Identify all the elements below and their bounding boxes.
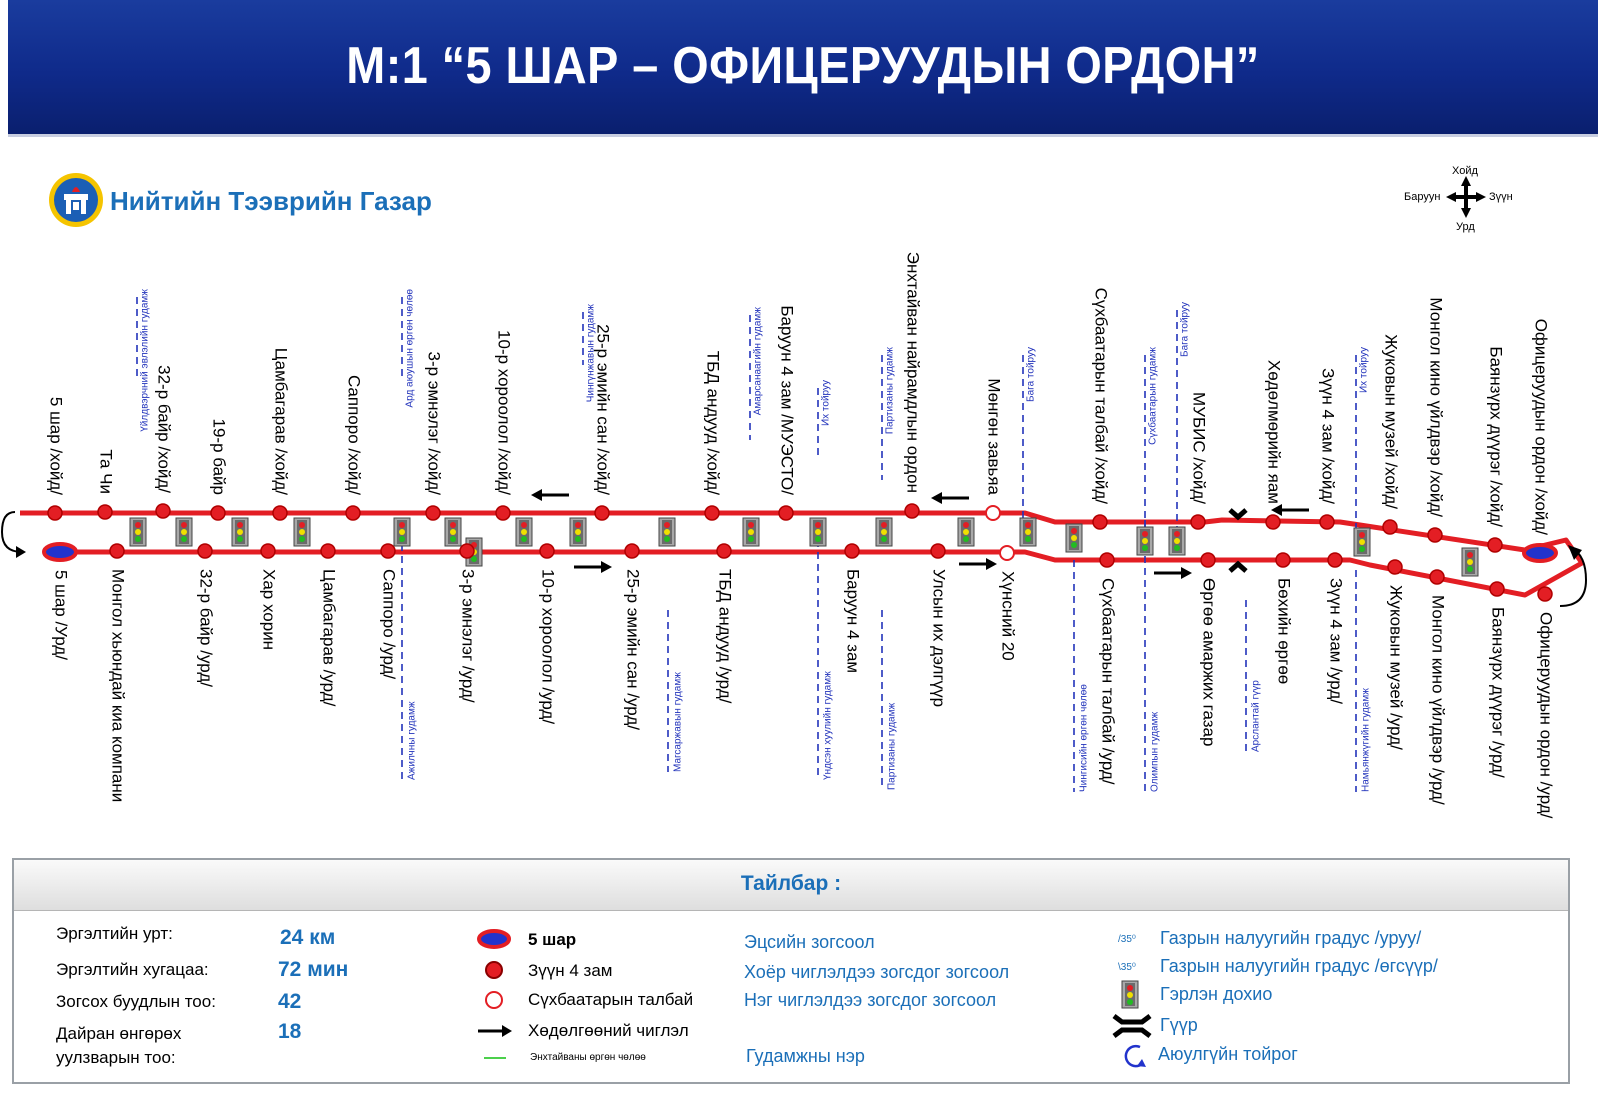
traffic-light-green [450, 536, 456, 542]
stop-marker [1490, 582, 1504, 596]
traffic-light-yellow [575, 529, 581, 535]
street-label: Арслантай гүүр [1250, 680, 1262, 752]
stop-label-south: 32-р байр /урд/ [196, 569, 216, 687]
traffic-light-green [399, 536, 405, 542]
stop-marker [1388, 560, 1402, 574]
stop-label-south: Офицеруудын ордон /урд/ [1536, 612, 1556, 819]
stop-label-north: 32-р байр /хойд/ [154, 365, 174, 493]
traffic-light-yellow [815, 529, 821, 535]
traffic-light-yellow [963, 529, 969, 535]
stat-value: 72 мин [278, 958, 349, 981]
stop-marker [1093, 515, 1107, 529]
terminal-meaning: Эцсийн зогсоол [744, 932, 875, 952]
direction-label: Хөдөлгөөний чиглэл [528, 1021, 689, 1040]
traffic-light-yellow [181, 529, 187, 535]
traffic-light-green [1071, 542, 1077, 548]
stat-label: Эргэлтийн хугацаа: [56, 960, 209, 979]
loop-arrow-west [2, 512, 22, 552]
traffic-light-red [1025, 522, 1031, 528]
slope-up-meaning: Газрын налуугийн градус /өгсүүр/ [1160, 956, 1438, 976]
one-way-meaning: Нэг чиглэлдээ зогсдог зогсоол [744, 990, 997, 1010]
traffic-light-green [881, 536, 887, 542]
traffic-light-green [135, 536, 141, 542]
stop-label-south: ТБД андууд /урд/ [715, 569, 735, 704]
stat-value: 18 [278, 1020, 302, 1043]
stop-marker [1538, 587, 1552, 601]
safety-loop-icon [1120, 1042, 1150, 1072]
stop-label-north: Саппоро /хойд/ [344, 374, 364, 495]
traffic-light-red [1359, 532, 1365, 538]
traffic-light-red [881, 522, 887, 528]
stop-label-south: 3-р эмнэлэг /урд/ [458, 569, 478, 703]
street-label: Чингүнжавын гудамж [585, 304, 597, 403]
direction-arrow-head [986, 558, 997, 570]
street-label: Ажилчны гудамж [406, 701, 418, 780]
loop-arrow-west-head [16, 546, 26, 558]
traffic-light-yellow [1174, 538, 1180, 544]
stop-label-south: Жуковын музей /урд/ [1386, 585, 1406, 750]
traffic-light-green [963, 536, 969, 542]
two-way-label: Зүүн 4 зам [528, 961, 613, 980]
stop-label-north: Офицеруудын ордон /хойд/ [1531, 318, 1551, 535]
direction-arrow-head [531, 489, 542, 501]
street-label: Ард аюушын өргөн чөлөө [404, 289, 416, 408]
stop-marker [1276, 553, 1290, 567]
traffic-light-red [135, 522, 141, 528]
stop-marker [595, 506, 609, 520]
traffic-light-red [963, 522, 969, 528]
one-way-stop-icon [486, 992, 502, 1008]
legend-symbols [472, 922, 530, 1072]
street-label: Сүхбаатарын гудамж [1147, 347, 1159, 445]
stop-marker [1266, 515, 1280, 529]
traffic-light-green [1025, 536, 1031, 542]
terminal-stop-icon [479, 931, 509, 947]
traffic-light-green [521, 536, 527, 542]
stop-label-south: Монгол кино үйлдвэр /урд/ [1428, 595, 1448, 805]
traffic-light-green [237, 536, 243, 542]
one-way-label: Сүхбаатарын талбай [528, 990, 694, 1009]
direction-arrow-head [601, 561, 612, 573]
street-label: Их тойруу [1358, 347, 1370, 394]
stop-marker [905, 504, 919, 518]
compass-east: Зүүн [1489, 191, 1513, 203]
traffic-light-yellow [237, 529, 243, 535]
traffic-light-red [181, 522, 187, 528]
stop-label-north: 19-р байр [209, 418, 229, 495]
traffic-light-red [1174, 531, 1180, 537]
page-title: М:1 “5 ШАР – ОФИЦЕРУУДЫН ОРДОН” [346, 37, 1260, 95]
stop-label-north: Хөдөлмөрийн яам [1264, 359, 1284, 504]
compass-north: Хойд [1452, 165, 1478, 177]
traffic-light-green [299, 536, 305, 542]
legend-header [14, 860, 1568, 911]
street-label: Бага тойруу [1179, 302, 1191, 357]
stop-marker [426, 506, 440, 520]
stop-label-south: Саппоро /урд/ [379, 569, 399, 680]
stat-label: Эргэлтийн урт: [56, 924, 173, 943]
stop-label-south: 25-р эмийн сан /урд/ [623, 569, 643, 731]
traffic-light-yellow [299, 529, 305, 535]
stop-label-south: Улсын их дэлгүүр [929, 569, 949, 708]
org-name: Нийтийн Тээврийн Газар [110, 186, 432, 216]
compass-south: Урд [1456, 221, 1475, 233]
stop-label-south: Бөхийн өргөө [1274, 578, 1294, 685]
street-label: Партизаны гудамж [884, 347, 896, 435]
traffic-light-yellow [135, 529, 141, 535]
safety-loop-meaning: Аюулгүйн тойрог [1158, 1044, 1298, 1064]
stop-marker [48, 506, 62, 520]
traffic-light-red [575, 522, 581, 528]
stop-label-south: 10-р хороолол /урд/ [538, 569, 558, 725]
stop-marker [346, 506, 360, 520]
traffic-light-yellow [399, 529, 405, 535]
stop-marker [986, 506, 1000, 520]
stop-label-south: Баянзүрх дүүрэг /урд/ [1488, 607, 1508, 778]
terminal-marker [1524, 545, 1556, 561]
stop-marker [717, 544, 731, 558]
stop-label-north: Баянзүрх дүүрэг /хойд/ [1486, 346, 1506, 527]
stop-label-north: Монгол кино үйлдвэр /хойд/ [1426, 297, 1446, 517]
stop-marker [1383, 520, 1397, 534]
legend-title: Тайлбар : [740, 872, 842, 895]
stop-marker [198, 544, 212, 558]
stop-marker [1320, 515, 1334, 529]
stop-marker [381, 544, 395, 558]
stop-label-south: Монгол хьюндай киа компани [108, 569, 128, 803]
traffic-light-red [815, 522, 821, 528]
traffic-light-red [237, 522, 243, 528]
traffic-light-green [664, 536, 670, 542]
stat-value: 24 км [280, 926, 336, 949]
bridge-icon [1230, 510, 1246, 517]
traffic-light-red [1142, 531, 1148, 537]
compass-west: Баруун [1404, 191, 1441, 203]
stop-label-north: ТБД андууд /хойд/ [703, 350, 723, 495]
stop-label-north: Жуковын музей /хойд/ [1381, 334, 1401, 509]
traffic-light-yellow [450, 529, 456, 535]
traffic-light-yellow [1071, 535, 1077, 541]
traffic-light-red [1071, 528, 1077, 534]
stop-marker [845, 544, 859, 558]
traffic-light-yellow [1359, 539, 1365, 545]
stop-marker [110, 544, 124, 558]
stop-label-north: МУБИС /хойд/ [1189, 392, 1209, 504]
traffic-light-green [748, 536, 754, 542]
stat-label: Дайран өнгөрөх уулзварын тоо: [56, 1024, 182, 1067]
stop-marker [211, 506, 225, 520]
street-label: Их тойруу [820, 380, 832, 427]
stop-marker [156, 504, 170, 518]
stop-label-north: 10-р хороолол /хойд/ [494, 330, 514, 495]
traffic-light-yellow [881, 529, 887, 535]
stop-label-south: Зүүн 4 зам /урд/ [1326, 578, 1346, 704]
traffic-light-green [575, 536, 581, 542]
street-label: Амарсанаагийн гудамж [752, 307, 764, 416]
avenue-label: Энхтайваны өргөн чөлөө [530, 1052, 646, 1063]
traffic-light-yellow [1467, 559, 1473, 565]
traffic-light-red [450, 522, 456, 528]
direction-arrow-head [1271, 504, 1282, 516]
legend [12, 858, 1570, 1084]
slope-down-symbol: /35⁰ [1118, 934, 1136, 945]
two-way-stop-icon [486, 962, 502, 978]
bridge-icon [1230, 564, 1246, 571]
terminal-label: 5 шар [528, 930, 577, 949]
stat-label: Зогсох буудлын тоо: [56, 992, 216, 1011]
traffic-light-meaning: Гэрлэн дохио [1160, 984, 1273, 1004]
traffic-light-red [1467, 552, 1473, 558]
stop-marker [1191, 515, 1205, 529]
stop-label-north: Цамбагарав /хойд/ [271, 347, 291, 495]
route-map [0, 140, 1600, 855]
traffic-light-green [1174, 545, 1180, 551]
stop-label-north: Зүүн 4 зам /хойд/ [1318, 368, 1338, 504]
stop-marker [1201, 553, 1215, 567]
stop-label-south: Баруун 4 зам [843, 569, 863, 674]
direction-arrow-icon [478, 1025, 512, 1037]
street-label: Олимпын гудамж [1149, 711, 1161, 792]
stop-marker [1100, 553, 1114, 567]
street-label: Магсаржавын гудамж [672, 672, 684, 772]
stop-label-north: 5 шар /хойд/ [46, 396, 66, 495]
traffic-light-red [399, 522, 405, 528]
stop-label-south: Хүнсний 20 [998, 571, 1018, 661]
stop-marker [931, 544, 945, 558]
traffic-light-yellow [664, 529, 670, 535]
traffic-light-yellow [521, 529, 527, 535]
stop-marker [625, 544, 639, 558]
traffic-light-red [664, 522, 670, 528]
traffic-light-green [815, 536, 821, 542]
stop-marker [460, 544, 474, 558]
traffic-light-green [1467, 566, 1473, 572]
stop-marker [273, 506, 287, 520]
stop-marker [1428, 528, 1442, 542]
street-label: Үндсэн хуулийн гудамж [822, 671, 834, 780]
stop-marker [540, 544, 554, 558]
stop-label-north: 3-р эмнэлэг /хойд/ [424, 351, 444, 495]
stop-label-north: Мөнгөн завьяа [984, 378, 1004, 495]
traffic-light-green [1142, 545, 1148, 551]
stop-marker [321, 544, 335, 558]
traffic-light-green [1359, 546, 1365, 552]
title-bar [8, 0, 1598, 137]
direction-arrow-head [931, 492, 942, 504]
traffic-light-yellow [1142, 538, 1148, 544]
stop-label-south: Цамбагарав /урд/ [319, 569, 339, 707]
bridge-meaning: Гүүр [1160, 1015, 1198, 1035]
slope-down-meaning: Газрын налуугийн градус /уруу/ [1160, 928, 1422, 948]
bridge-icon [1112, 1012, 1152, 1040]
traffic-light-red [299, 522, 305, 528]
stop-marker [1000, 546, 1014, 560]
traffic-light-green [181, 536, 187, 542]
stat-value: 42 [278, 990, 302, 1013]
stop-marker [1328, 553, 1342, 567]
stop-label-north: 25-р эмийн сан /хойд/ [593, 324, 613, 495]
terminal-marker [44, 544, 76, 560]
stop-label-north: Сүхбаатарын талбай /хойд/ [1091, 287, 1111, 504]
stop-label-south: Сүхбаатарын талбай /урд/ [1098, 578, 1118, 785]
traffic-light-red [521, 522, 527, 528]
street-label: Намьянжүгийн гудамж [1360, 688, 1372, 792]
traffic-light-yellow [748, 529, 754, 535]
street-label: Үйлдвэрчний эвлэлийн гудамж [139, 289, 151, 432]
street-name-meaning: Гудамжны нэр [746, 1046, 865, 1066]
street-label: Партизаны гудамж [886, 702, 898, 790]
stop-marker [261, 544, 275, 558]
stop-label-north: Та Чи [96, 449, 116, 494]
street-label: Чингисийн өргөн чөлөө [1078, 684, 1090, 792]
stop-marker [1488, 538, 1502, 552]
two-way-meaning: Хоёр чиглэлдээ зогсдог зогсоол [744, 962, 1010, 982]
traffic-light-red [748, 522, 754, 528]
stop-marker [98, 505, 112, 519]
traffic-light-icon [1120, 980, 1140, 1010]
slope-up-symbol: \35⁰ [1118, 962, 1136, 973]
traffic-light-yellow [1025, 529, 1031, 535]
stop-marker [779, 506, 793, 520]
stop-label-north: Энхтайван найрамдлын ордон [903, 251, 923, 493]
stop-label-south: Хар хорин [259, 569, 279, 651]
stop-marker [496, 506, 510, 520]
stop-label-south: Өргөө амаржих газар [1199, 578, 1219, 747]
stop-marker [1430, 570, 1444, 584]
stop-label-south: 5 шар /Урд/ [51, 570, 71, 660]
stop-label-north: Баруун 4 зам /МУЭСТО/ [777, 305, 797, 495]
direction-arrow-head [1181, 567, 1192, 579]
stop-marker [705, 506, 719, 520]
street-label: Бага тойруу [1025, 347, 1037, 402]
